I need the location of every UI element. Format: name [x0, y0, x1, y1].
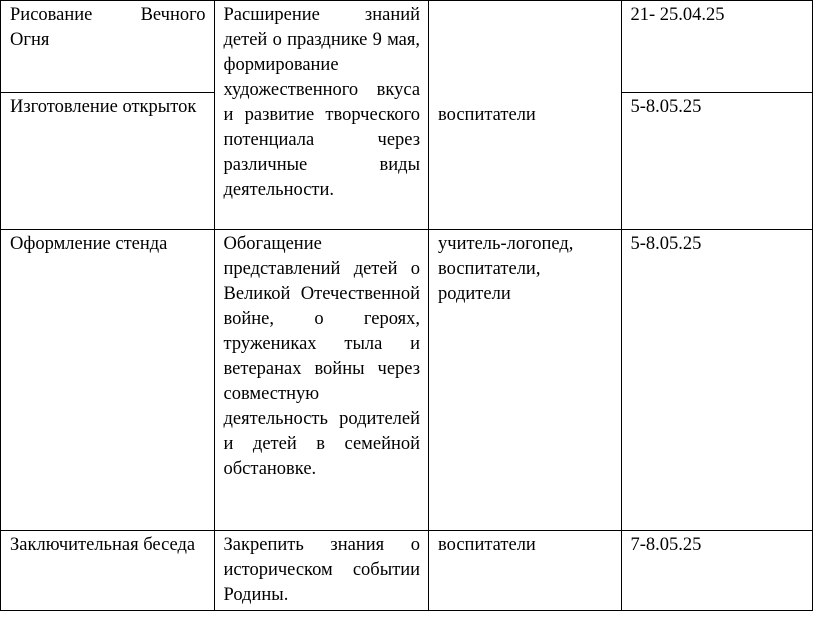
event-cell: [1, 1, 215, 93]
responsible-cell: [429, 1, 621, 230]
event-name: Заключительная беседа: [10, 535, 196, 555]
date-text: 5-8.05.25: [630, 234, 702, 254]
event-name: Рисование Вечного Огня: [10, 5, 206, 50]
date-cell: [621, 1, 813, 93]
event-cell: [1, 531, 215, 611]
table-row: [1, 531, 813, 611]
date-cell: [621, 531, 813, 611]
date-text: 21- 25.04.25: [630, 5, 725, 25]
responsible-text: воспитатели: [438, 104, 536, 125]
event-cell: [1, 93, 215, 230]
responsible-cell: [429, 230, 621, 531]
date-text: 5-8.05.25: [630, 97, 702, 117]
date-text: 7-8.05.25: [630, 535, 702, 555]
responsible-text: воспитатели: [438, 535, 536, 555]
goal-cell: [214, 230, 429, 531]
goal-cell: [214, 1, 429, 230]
table-row: [1, 230, 813, 531]
goal-text: Расширение знаний детей о празднике 9 мая, формирование художественного вкуса и развитие творческого потенциала через различные виды деятельности.: [223, 5, 421, 200]
event-name: Изготовление открыток: [10, 97, 197, 117]
goal-text: Закрепить знания о историческом событии Родины.: [223, 535, 421, 605]
event-name: Оформление стенда: [10, 234, 168, 254]
event-cell: [1, 230, 215, 531]
date-cell: [621, 93, 813, 230]
date-cell: [621, 230, 813, 531]
table-row: [1, 1, 813, 93]
responsible-cell: [429, 531, 621, 611]
goal-cell: [214, 531, 429, 611]
goal-text: Обогащение представлений детей о Великой Отечественной войне, о героях, тружениках тыла и ветеранах войны через совместную деятельность родителей и детей в семейной обстановке.: [223, 234, 421, 479]
responsible-text: учитель-логопед, воспитатели, родители: [438, 234, 574, 304]
